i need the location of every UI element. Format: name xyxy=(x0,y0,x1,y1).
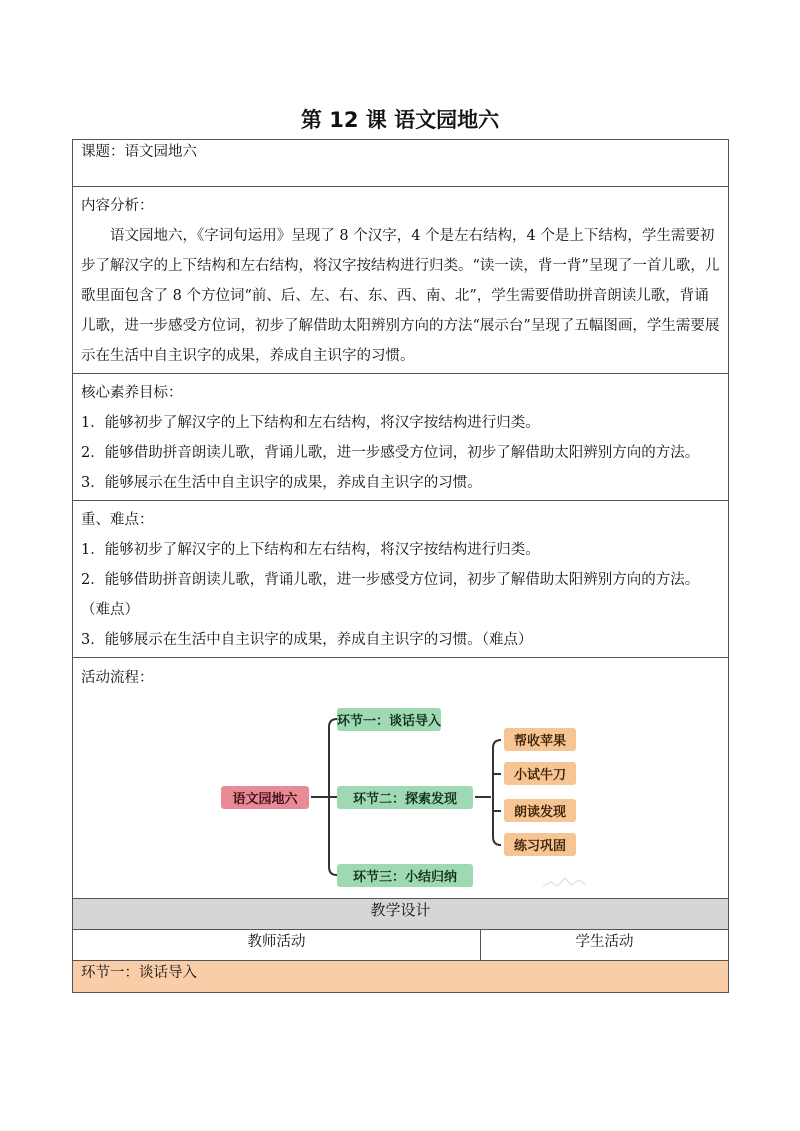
stage-one-label: 环节一：谈话导入 xyxy=(73,961,729,993)
design-header: 教学设计 xyxy=(73,899,729,930)
key-points-heading: 重、难点： xyxy=(81,512,154,528)
core-goals-row xyxy=(73,374,729,501)
flow-stage-node: 环节一：谈话导入 xyxy=(337,708,441,731)
core-goals-heading: 核心素养目标： xyxy=(81,385,183,401)
activity-flow-row xyxy=(73,658,729,899)
faint-watermark-mark xyxy=(543,878,585,886)
flow-substep-node: 朗读发现 xyxy=(504,799,576,822)
flow-substep-node: 练习巩固 xyxy=(504,833,576,856)
key-points-row xyxy=(73,501,729,658)
design-columns-row xyxy=(73,930,729,961)
topic-cell: 课题：语文园地六 xyxy=(73,140,729,187)
key-point-item: 3．能够展示在生活中自主识字的成果，养成自主识字的习惯。（难点） xyxy=(81,632,533,648)
stage-one-row xyxy=(73,961,729,993)
activity-flow-diagram xyxy=(73,658,729,898)
flow-substep-node: 帮收苹果 xyxy=(504,728,576,751)
flow-stage-node: 环节三：小结归纳 xyxy=(337,864,473,887)
key-point-item: 1．能够初步了解汉字的上下结构和左右结构，将汉字按结构进行归类。 xyxy=(81,542,540,558)
flow-connectors xyxy=(73,658,729,898)
page-title: 第 12 课 语文园地六 xyxy=(300,108,500,132)
flow-substep-node: 小试牛刀 xyxy=(504,762,576,785)
flow-root-node: 语文园地六 xyxy=(221,786,309,809)
flow-stage-node: 环节二：探索发现 xyxy=(337,786,473,809)
substep-bracket xyxy=(493,740,501,845)
core-goal-item: 1．能够初步了解汉字的上下结构和左右结构，将汉字按结构进行归类。 xyxy=(81,415,540,431)
teacher-column-header: 教师活动 xyxy=(73,930,481,961)
core-goal-item: 3．能够展示在生活中自主识字的成果，养成自主识字的习惯。 xyxy=(81,475,482,491)
design-header-row xyxy=(73,899,729,930)
activity-flow-heading: 活动流程： xyxy=(81,670,154,686)
lesson-plan-table xyxy=(72,139,729,993)
core-goal-item: 2．能够借助拼音朗读儿歌，背诵儿歌，进一步感受方位词，初步了解借助太阳辨别方向的方法。 xyxy=(81,445,700,461)
topic-row xyxy=(73,140,729,187)
content-analysis-paragraph: 语文园地六，《字词句运用》呈现了 8 个汉字，4 个是左右结构，4 个是上下结构，学生需要初步了解汉字的上下结构和左右结构，将汉字按结构进行归类。“读一读，背一背”呈现了一首儿歌，儿歌里面包含了 8 个方位词“前、后、左、右、东、西、南、北”，学生需要借助拼音朗读儿歌，背诵儿歌，进一步感受方位词，初步了解借助太阳辨别方向的方法“展示台”呈现了五幅图画，学生需要展示在生活中自主识字的成果，养成自主识字的习惯。 xyxy=(81,228,720,364)
content-analysis-row xyxy=(73,187,729,374)
key-point-item: 2．能够借助拼音朗读儿歌，背诵儿歌，进一步感受方位词，初步了解借助太阳辨别方向的方法。（难点） xyxy=(81,572,700,618)
content-analysis-heading: 内容分析： xyxy=(81,198,154,214)
student-column-header: 学生活动 xyxy=(481,930,729,961)
